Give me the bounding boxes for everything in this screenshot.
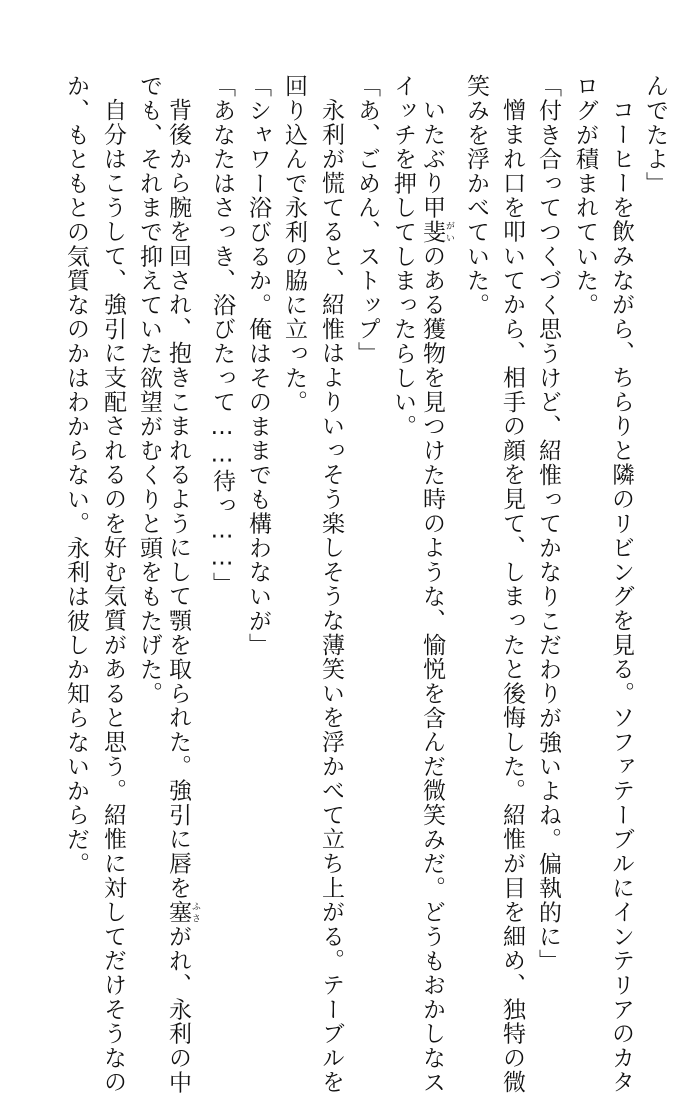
text-line-5: 憎まれ口を叩いてから、相手の顔を見て、しまったと後悔した。紹惟が目を細め、独特の微 — [499, 98, 525, 1094]
text-line-2: コーヒーを飲みながら、ちらりと隣のリビングを見る。ソファテーブルにインテリアのカタ — [608, 98, 634, 1094]
text-line-16: 自分はこうして、強引に支配されるのを好む気質があると思う。紹惟に対してだけそうなの — [100, 98, 126, 1094]
text-line-14: 背後から腕を回され、抱きこまれるようにして顎を取られた。強引に唇を塞 ふさがれ、永利の中 — [165, 98, 200, 1094]
text-line-10: 永利が慌てると、紹惟はよりいっそう楽しそうな薄笑いを浮かべて立ち上がる。テーブルを — [318, 98, 344, 1094]
text-line-8: イッチを押してしまったらしい。 — [390, 74, 416, 439]
text-line-9: 「あ、ごめん、ストップ」 — [354, 74, 380, 366]
text-line-15: でも、それまで抑えていた欲望がむくりと頭をもたげた。 — [136, 74, 162, 706]
text-line-4: 「付き合ってつくづく思うけど、紹惟ってかなりこだわりが強いよね。偏執的に」 — [535, 74, 561, 974]
text-line-11: 回り込んで永利の脇に立った。 — [281, 74, 307, 415]
ruby-fusa: 塞 ふさ — [165, 899, 200, 925]
text-line-1: んでたよ」 — [642, 74, 668, 196]
text-line-7: いたぶり甲斐 がいのある獲物を見つけた時のような、愉悦を含んだ微笑みだ。どうもおかしなス — [419, 98, 454, 1094]
ruby-gai: 斐 がい — [419, 219, 454, 244]
text-line-17: か、もともとの気質なのかはわからない。永利は彼しか知らないからだ。 — [63, 74, 89, 876]
text-line-13: 「あなたはさっき、浴びたって……待っ……」 — [209, 74, 235, 597]
text-line-6: 笑みを浮かべていた。 — [463, 74, 489, 317]
text-line-3: ログが積まれていた。 — [572, 74, 598, 317]
text-line-12: 「シャワー浴びるか。俺はそのままでも構わないが」 — [245, 74, 271, 658]
